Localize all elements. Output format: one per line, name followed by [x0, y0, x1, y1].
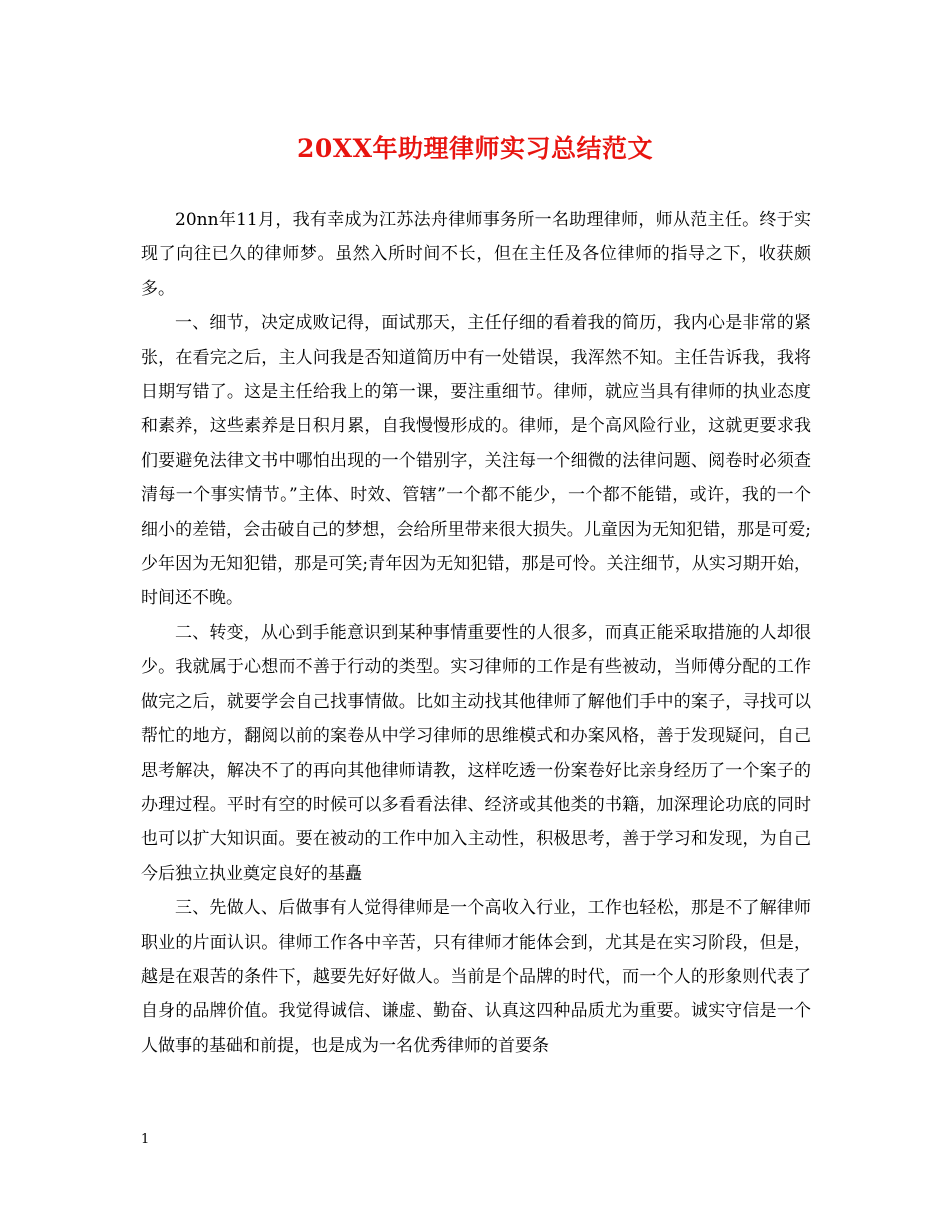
paragraph-transformation: 二、转变，从心到手能意识到某种事情重要性的人很多，而真正能采取措施的人却很少。我就属于心想而不善于行动的类型。实习律师的工作是有些被动，当师傅分配的工作做完之后，就要学会自己找事情做。比如主动找其他律师了解他们手中的案子，寻找可以帮忙的地方，翻阅以前的案卷从中学习律师的思维模式和办案风格，善于发现疑问，自己思考解决，解决不了的再向其他律师请教，这样吃透一份案卷好比亲身经历了一个案子的办理过程。平时有空的时候可以多看看法律、经济或其他类的书籍，加深理论功底的同时也可以扩大知识面。要在被动的工作中加入主动性，积极思考，善于学习和发现，为自己今后独立执业奠定良好的基矗 [141, 622, 811, 884]
document-body [141, 203, 811, 1063]
paragraph-details: 一、细节，决定成败记得，面试那天，主任仔细的看着我的简历，我内心是非常的紧张，在看完之后，主人问我是否知道简历中有一处错误，我浑然不知。主任告诉我，我将日期写错了。这是主任给我上的第一课，要注重细节。律师，就应当具有律师的执业态度和素养，这些素养是日积月累，自我慢慢形成的。律师，是个高风险行业，这就更要求我们要避免法律文书中哪怕出现的一个错别字，关注每一个细微的法律问题、阅卷时必须查清每一个事实情节。”主体、时效、管辖”一个都不能少，一个都不能错，或许，我的一个细小的差错，会击破自己的梦想，会给所里带来很大损失。儿童因为无知犯错，那是可爱;少年因为无知犯错，那是可笑;青年因为无知犯错，那是可怜。关注细节，从实习期开始，时间还不晚。 [141, 313, 811, 609]
page-number: 1 [141, 1132, 150, 1147]
paragraph-conduct: 三、先做人、后做事有人觉得律师是一个高收入行业，工作也轻松，那是不了解律师职业的片面认识。律师工作各中辛苦，只有律师才能体会到，尤其是在实习阶段，但是，越是在艰苦的条件下，越要先好好做人。当前是个品牌的时代，而一个人的形象则代表了自身的品牌价值。我觉得诚信、谦虚、勤奋、认真这四种品质尤为重要。诚实守信是一个人做事的基础和前提，也是成为一名优秀律师的首要条 [141, 898, 811, 1056]
paragraph-intro: 20nn年11月，我有幸成为江苏法舟律师事务所一名助理律师，师从范主任。终于实现了向往已久的律师梦。虽然入所时间不长，但在主任及各位律师的指导之下，收获颇多。 [141, 210, 811, 299]
document-title: 20XX年助理律师实习总结范文 [296, 134, 654, 163]
